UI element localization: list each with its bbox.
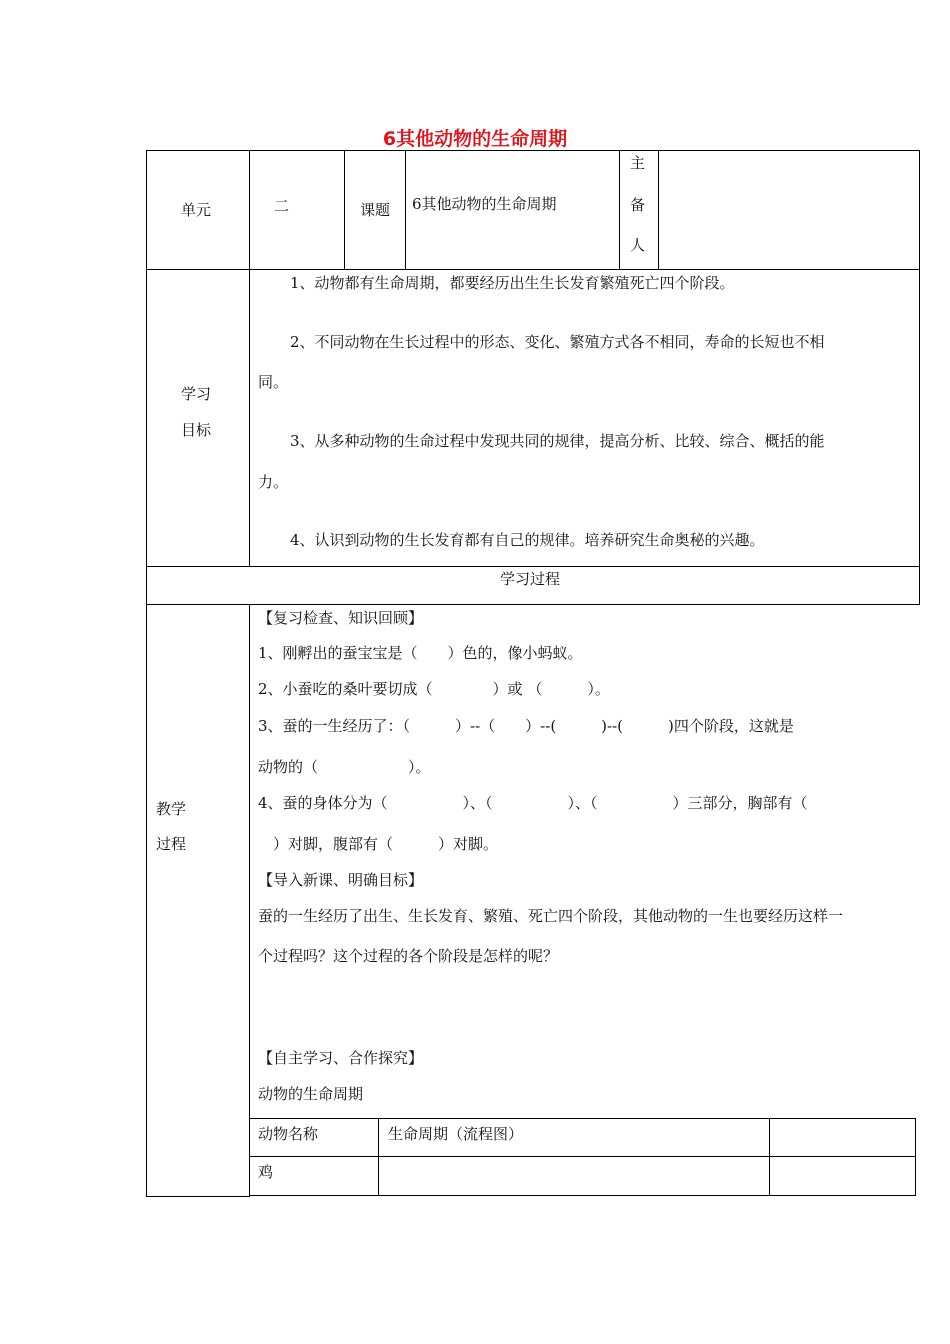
review-question-1: 1、刚孵出的蚕宝宝是（ ）色的，像小蚂蚁。	[258, 644, 583, 662]
document-title: 6其他动物的生命周期	[382, 128, 568, 150]
teaching-label-line1: 教学	[156, 800, 187, 818]
goal-item-3-cont: 力。	[258, 473, 289, 491]
goals-label-line2: 目标	[181, 421, 212, 439]
process-heading: 学习过程	[500, 570, 561, 588]
table-border-col5	[658, 150, 659, 270]
preparer-label-char-2: 备	[630, 196, 646, 214]
goal-item-2: 2、不同动物在生长过程中的形态、变化、繁殖方式各不相同，寿命的长短也不相	[290, 333, 825, 351]
goal-item-3: 3、从多种动物的生命过程中发现共同的规律，提高分析、比较、综合、概括的能	[290, 432, 825, 450]
table-border-left	[146, 150, 147, 1197]
review-question-3: 3、蚕的一生经历了：（ ）--（ ）--( )--( )四个阶段，这就是	[258, 717, 794, 735]
table-border-col1-lower	[249, 604, 250, 1197]
topic-value: 6其他动物的生命周期	[412, 195, 557, 213]
preparer-label-char-1: 主	[630, 154, 646, 172]
intro-text-cont: 个过程吗？这个过程的各个阶段是怎样的呢？	[258, 947, 559, 965]
teaching-label-line2: 过程	[156, 835, 187, 853]
table-border-row3	[146, 604, 920, 605]
intro-heading: 【导入新课、明确目标】	[258, 871, 424, 889]
review-question-4: 4、蚕的身体分为（ ）、（ ）、（ ）三部分，胸部有（	[258, 794, 808, 812]
table-border-row1	[146, 269, 920, 270]
goal-item-2-cont: 同。	[258, 373, 289, 391]
review-question-3-cont: 动物的（ ）。	[258, 758, 431, 776]
review-question-4-cont: ）对脚，腹部有（ ）对脚。	[258, 835, 499, 853]
inner-table-right	[915, 1118, 916, 1196]
inner-table-col1	[378, 1118, 379, 1196]
preparer-label-char-3: 人	[630, 236, 646, 254]
table-border-col2	[344, 150, 345, 270]
topic-label: 课题	[360, 201, 391, 219]
unit-label: 单元	[181, 201, 212, 219]
table-border-top	[146, 150, 920, 151]
inner-table-header-cycle: 生命周期（流程图）	[388, 1125, 524, 1143]
inner-table-header-animal: 动物名称	[258, 1125, 319, 1143]
inner-table-top	[249, 1118, 916, 1119]
intro-text: 蚕的一生经历了出生、生长发育、繁殖、死亡四个阶段，其他动物的一生也要经历这样一	[258, 907, 844, 925]
table-border-col4	[619, 150, 620, 270]
unit-value: 二	[274, 197, 290, 215]
inner-table-col2	[769, 1118, 770, 1196]
inner-table-row1	[249, 1156, 916, 1157]
self-study-heading: 【自主学习、合作探究】	[258, 1049, 424, 1067]
self-study-subtitle: 动物的生命周期	[258, 1085, 364, 1103]
goals-label-line1: 学习	[181, 385, 212, 403]
inner-table-bottom	[249, 1195, 916, 1196]
table-border-right-upper	[919, 150, 920, 605]
inner-table-cell-animal: 鸡	[258, 1163, 274, 1181]
goal-item-1: 1、动物都有生命周期，都要经历出生生长发育繁殖死亡四个阶段。	[290, 274, 735, 292]
table-border-col1	[249, 150, 250, 567]
review-heading: 【复习检查、知识回顾】	[258, 609, 424, 627]
table-border-col3	[405, 150, 406, 270]
table-border-bottom	[146, 1196, 249, 1197]
table-border-row2	[146, 566, 920, 567]
review-question-2: 2、小蚕吃的桑叶要切成（ ）或 （ ）。	[258, 680, 610, 698]
goal-item-4: 4、认识到动物的生长发育都有自己的规律。培养研究生命奥秘的兴趣。	[290, 531, 765, 549]
